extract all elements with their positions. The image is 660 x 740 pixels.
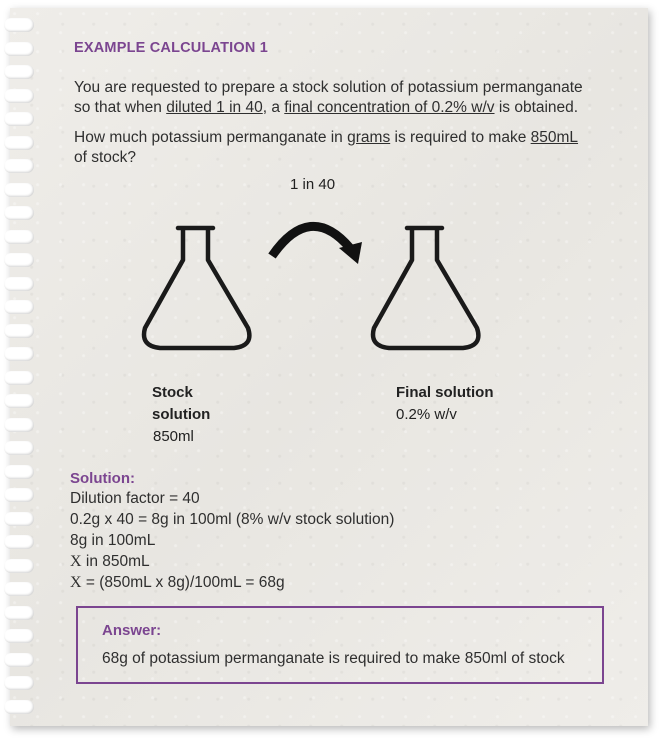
spiral-hole [4,159,34,173]
dilution-underline: diluted 1 in 40 [166,99,263,116]
stock-title-2: solution [152,406,211,423]
question-prompt [74,128,619,168]
stock-volume: 850ml [153,428,194,445]
stock-title-1: Stock [152,384,193,401]
page-title: EXAMPLE CALCULATION 1 [74,40,269,56]
answer-text: 68g of potassium permanganate is required to make 850ml of stock [102,650,565,667]
spiral-hole [4,18,34,32]
solution-line-1: Dilution factor = 40 [70,490,200,507]
grams-underline: grams [347,129,391,146]
spiral-hole [4,465,34,479]
final-title: Final solution [396,384,494,401]
question-line-4: of stock? [74,149,137,166]
question-line-2: so that when diluted 1 in 40, a final concentration of 0.2% w/v is obtained. [74,99,579,116]
solution-line-2: 0.2g x 40 = 8g in 100ml (8% w/v stock solution) [70,511,395,528]
final-flask-icon [373,228,478,348]
spiral-hole [4,559,34,573]
curved-arrow-icon [272,226,362,264]
spiral-hole [4,488,34,502]
solution-line-3: 8g in 100mL [70,532,156,549]
final-concentration-underline: final concentration of 0.2% w/v [284,99,495,116]
volume-underline: 850mL [530,129,579,146]
spiral-hole [4,65,34,79]
spiral-hole [4,512,34,526]
spiral-hole [4,136,34,150]
stock-flask-icon [144,228,249,348]
notebook-page [10,8,648,726]
variable-x: X [70,574,82,591]
question-paragraph [74,78,619,118]
spiral-hole [4,653,34,667]
question-line-1: You are requested to prepare a stock solution of potassium permanganate [74,79,583,96]
spiral-hole [4,42,34,56]
variable-x: X [70,553,82,570]
answer-label: Answer: [102,622,162,639]
spiral-hole [4,112,34,126]
diagram-graphics [10,176,648,466]
spiral-hole [4,89,34,103]
dilution-label: 1 in 40 [290,176,336,193]
solution-heading: Solution: [70,470,135,487]
spiral-hole [4,676,34,690]
answer-box [76,606,604,684]
spiral-hole [4,535,34,549]
question-line-3: How much potassium permanganate in grams is required to make 850mL [74,129,579,146]
spiral-hole [4,606,34,620]
spiral-hole [4,629,34,643]
spiral-hole [4,582,34,596]
spiral-hole [4,700,34,714]
dilution-diagram [10,176,648,466]
final-concentration: 0.2% w/v [396,406,457,423]
solution-line-4: X in 850mL [70,553,150,570]
solution-line-5: X = (850mL x 8g)/100mL = 68g [70,574,285,591]
